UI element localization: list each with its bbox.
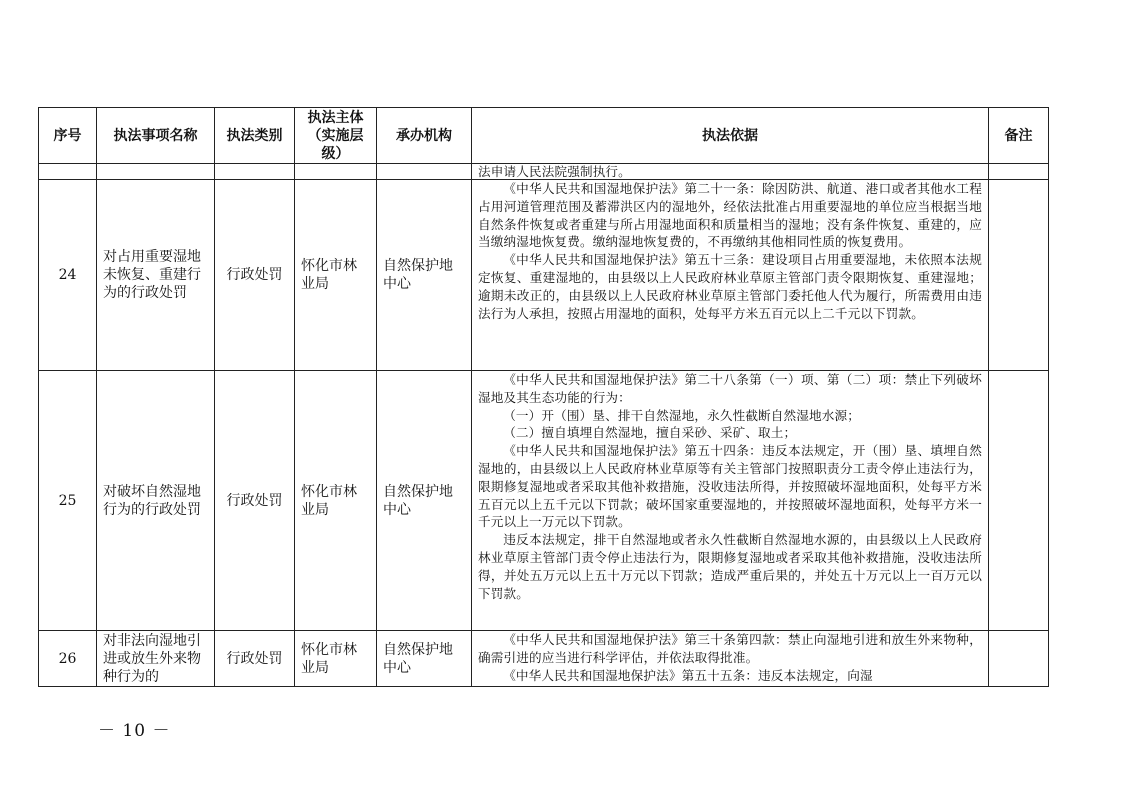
row-subject: 怀化市林业局 [295,371,377,631]
table-row [39,631,1049,687]
page-number: － 10 － [98,721,171,741]
basis-paragraph: （一）开（围）垦、排干自然湿地，永久性截断自然湿地水源； [503,407,861,423]
row-remarks [989,371,1049,631]
row-serial-number: 24 [39,180,97,371]
table-header-row [39,108,1049,164]
header-subject-line-2: （实施层 [307,127,364,144]
row-serial-number: 26 [39,631,97,687]
basis-paragraph: 《中华人民共和国湿地保护法》第二十八条第（一）项、第（二）项：禁止下列破坏湿地及其生态功能的行为： [478,372,982,405]
basis-paragraph: 违反本法规定，排干自然湿地或者永久性截断自然湿地水源的，由县级以上人民政府林业草原主管部门责令停止违法行为，限期修复湿地或者采取其他补救措施，没收违法所得，并处五万元以上五十万元以下罚款；造成严重后果的，并处五十万元以上一百万元以下罚款。 [478,532,982,601]
row-organization: 自然保护地中心 [377,631,472,687]
basis-paragraph: 《中华人民共和国湿地保护法》第五十四条：违反本法规定，开（围）垦、填埋自然湿地的，由县级以上人民政府林业草原等有关主管部门按照职责分工责令停止违法行为，限期修复湿地或者采取其他补救措施，没收违法所得，并按照破坏湿地面积，处每平方米五百元以上五千元以下罚款；破坏国家重要湿地的，并按照破坏湿地面积，处每平方米一千元以上一万元以下罚款。 [478,443,982,530]
row-organization: 自然保护地中心 [377,371,472,631]
row-organization: 自然保护地中心 [377,180,472,371]
table-row [39,180,1049,371]
header-organization: 承办机构 [377,108,472,164]
basis-paragraph: 《中华人民共和国湿地保护法》第二十一条：除因防洪、航道、港口或者其他水工程占用河道管理范围及蓄滞洪区内的湿地外，经依法批准占用重要湿地的单位应当根据当地自然条件恢复或者重建与所占用湿地面积和质量相当的湿地；没有条件恢复、重建的，应当缴纳湿地恢复费。缴纳湿地恢复费的，不再缴纳其他相同性质的恢复费用。 [478,181,982,250]
header-subject [295,108,377,164]
basis-paragraph: （二）擅自填埋自然湿地，擅自采砂、采矿、取土； [503,425,797,441]
basis-paragraph: 《中华人民共和国湿地保护法》第五十五条：违反本法规定，向湿 [503,667,873,683]
row-legal-basis [472,631,989,687]
row-remarks [989,631,1049,687]
row-subject: 怀化市林业局 [295,631,377,687]
enforcement-table [38,107,1049,687]
header-item-name: 执法事项名称 [97,108,215,164]
basis-paragraph: 《中华人民共和国湿地保护法》第五十三条：建设项目占用重要湿地，未依照本法规定恢复、重建湿地的，由县级以上人民政府林业草原主管部门责令限期恢复、重建湿地；逾期未改正的，由县级以上人民政府林业草原主管部门委托他人代为履行，所需费用由违法行为人承担，按照占用湿地的面积，处每平方米五百元以上二千元以下罚款。 [478,252,982,321]
header-category: 执法类别 [215,108,295,164]
row-legal-basis [472,371,989,631]
row-category: 行政处罚 [215,631,295,687]
row-item-name: 对非法向湿地引进或放生外来物种行为的 [97,631,215,687]
row-category: 行政处罚 [215,371,295,631]
header-legal-basis: 执法依据 [472,108,989,164]
row-subject: 怀化市林业局 [295,180,377,371]
header-subject-line-3: 级） [321,145,350,162]
row-serial-number: 25 [39,371,97,631]
row-legal-basis [472,180,989,371]
row-remarks [989,180,1049,371]
header-remarks: 备注 [989,108,1049,164]
header-subject-line-1: 执法主体 [307,109,364,126]
continuation-basis: 法申请人民法院强制执行。 [472,164,989,180]
row-category: 行政处罚 [215,180,295,371]
row-item-name: 对占用重要湿地未恢复、重建行为的行政处罚 [97,180,215,371]
row-item-name: 对破坏自然湿地行为的行政处罚 [97,371,215,631]
table-row [39,371,1049,631]
header-serial-number: 序号 [39,108,97,164]
basis-paragraph: 《中华人民共和国湿地保护法》第三十条第四款：禁止向湿地引进和放生外来物种，确需引进的应当进行科学评估，并依法取得批准。 [478,632,982,665]
continuation-row [39,164,1049,180]
